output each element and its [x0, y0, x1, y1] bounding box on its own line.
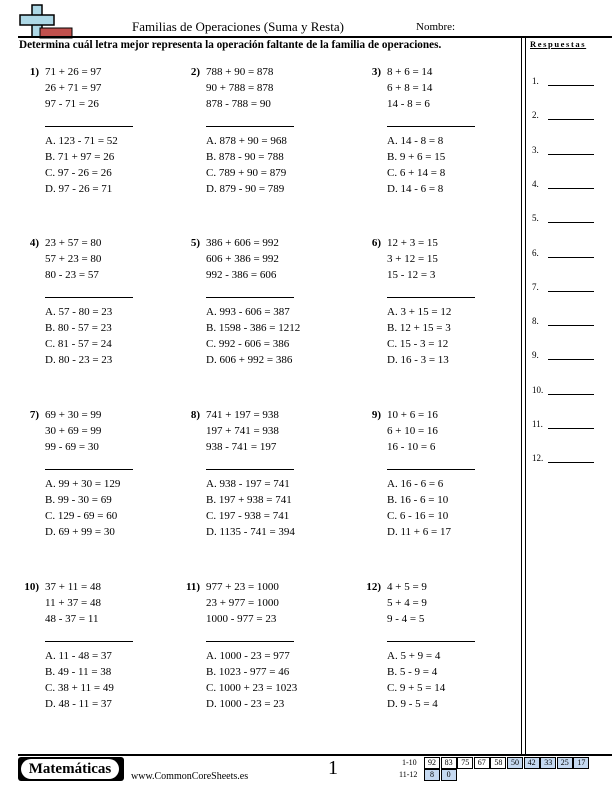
fact-equation: 26 + 71 = 97 — [45, 82, 102, 94]
answer-slot[interactable] — [532, 145, 539, 155]
score-cell: 83 — [441, 757, 457, 769]
problem-number: 2) — [190, 66, 200, 78]
answer-slot[interactable] — [532, 316, 539, 326]
answer-number: 5. — [532, 213, 539, 224]
problem — [29, 64, 195, 197]
score-cell: 0 — [441, 769, 457, 781]
answer-slot[interactable] — [532, 350, 539, 360]
answer-line[interactable] — [548, 119, 594, 120]
score-cell: 92 — [424, 757, 440, 769]
answer-line[interactable] — [548, 462, 594, 463]
answer-line[interactable] — [548, 359, 594, 360]
answer-line[interactable] — [548, 85, 594, 86]
answer-number: 10. — [532, 384, 544, 395]
answer-option: C. 1000 + 23 = 1023 — [206, 682, 298, 694]
problem — [29, 235, 195, 368]
answer-option: B. 80 - 57 = 23 — [45, 322, 112, 334]
fact-equation: 6 + 10 = 16 — [387, 425, 438, 437]
answer-option: D. 1135 - 741 = 394 — [206, 526, 295, 538]
problem — [190, 64, 356, 197]
problem — [371, 235, 537, 368]
fact-equation: 878 - 788 = 90 — [206, 98, 271, 110]
score-cell: 42 — [524, 757, 540, 769]
problem — [366, 579, 537, 712]
answer-number: 7. — [532, 281, 539, 292]
separator-line — [45, 297, 133, 298]
separator-line — [387, 469, 475, 470]
fact-equation: 938 - 741 = 197 — [206, 441, 277, 453]
problem-number: 5) — [190, 237, 200, 249]
answer-slot[interactable] — [532, 248, 539, 258]
answer-option: A. 123 - 71 = 52 — [45, 135, 118, 147]
answer-option: B. 99 - 30 = 69 — [45, 494, 112, 506]
answer-number: 8. — [532, 316, 539, 327]
answer-option: C. 6 + 14 = 8 — [387, 167, 446, 179]
score-cell: 17 — [573, 757, 589, 769]
score-cell: 50 — [507, 757, 523, 769]
fact-equation: 71 + 26 = 97 — [45, 66, 102, 78]
score-cell: 75 — [457, 757, 473, 769]
answer-option: B. 1023 - 977 = 46 — [206, 666, 290, 678]
footer-divider — [18, 754, 612, 756]
instructions: Determina cuál letra mejor representa la operación faltante de la familia de operaciones. — [19, 39, 442, 51]
answer-option: D. 9 - 5 = 4 — [387, 698, 438, 710]
answer-option: D. 11 + 6 = 17 — [387, 526, 451, 538]
score-cell: 25 — [557, 757, 573, 769]
answer-option: A. 878 + 90 = 968 — [206, 135, 287, 147]
answer-slot[interactable] — [532, 179, 539, 189]
problem-number: 12) — [366, 581, 381, 593]
separator-line — [387, 126, 475, 127]
fact-equation: 3 + 12 = 15 — [387, 253, 438, 265]
answer-option: A. 14 - 8 = 8 — [387, 135, 444, 147]
answer-option: D. 1000 - 23 = 23 — [206, 698, 285, 710]
separator-line — [206, 297, 294, 298]
answer-option: A. 57 - 80 = 23 — [45, 306, 113, 318]
answer-option: B. 49 - 11 = 38 — [45, 666, 112, 678]
fact-equation: 386 + 606 = 992 — [206, 237, 279, 249]
fact-equation: 11 + 37 = 48 — [45, 597, 101, 609]
answer-option: C. 992 - 606 = 386 — [206, 338, 290, 350]
answer-number: 11. — [532, 419, 543, 429]
separator-line — [206, 126, 294, 127]
answer-slot[interactable] — [532, 110, 539, 120]
fact-equation: 977 + 23 = 1000 — [206, 581, 279, 593]
header-divider — [18, 36, 612, 38]
fact-equation: 12 + 3 = 15 — [387, 237, 438, 249]
problem-number: 8) — [190, 409, 200, 421]
separator-line — [387, 641, 475, 642]
answer-number: 4. — [532, 178, 539, 189]
fact-equation: 23 + 977 = 1000 — [206, 597, 279, 609]
separator-line — [206, 469, 294, 470]
problem-number: 3) — [371, 66, 381, 78]
answer-option: B. 878 - 90 = 788 — [206, 151, 284, 163]
fact-equation: 6 + 8 = 14 — [387, 82, 433, 94]
fact-equation: 80 - 23 = 57 — [45, 269, 99, 281]
answer-slot[interactable] — [532, 213, 539, 223]
problem — [371, 64, 537, 197]
separator-line — [45, 641, 133, 642]
answer-slot[interactable] — [532, 76, 539, 86]
problem — [371, 407, 537, 540]
fact-equation: 97 - 71 = 26 — [45, 98, 99, 110]
fact-equation: 23 + 57 = 80 — [45, 237, 102, 249]
fact-equation: 10 + 6 = 16 — [387, 409, 438, 421]
fact-equation: 16 - 10 = 6 — [387, 441, 436, 453]
answer-option: C. 197 - 938 = 741 — [206, 510, 290, 522]
fact-equation: 741 + 197 = 938 — [206, 409, 279, 421]
problem-number: 10) — [24, 581, 39, 593]
score-cell: 33 — [540, 757, 556, 769]
score-cell: 8 — [424, 769, 440, 781]
answers-heading: Respuestas — [530, 39, 587, 49]
answer-option: C. 38 + 11 = 49 — [45, 682, 114, 694]
answer-option: A. 938 - 197 = 741 — [206, 478, 290, 490]
answer-option: B. 71 + 97 = 26 — [45, 151, 115, 163]
problem-number: 4) — [29, 237, 39, 249]
answer-number: 1. — [532, 76, 539, 86]
answer-option: A. 993 - 606 = 387 — [206, 306, 290, 318]
answer-option: D. 48 - 11 = 37 — [45, 698, 112, 710]
answer-option: D. 14 - 6 = 8 — [387, 183, 444, 195]
answer-line[interactable] — [548, 428, 594, 429]
answer-slot[interactable] — [532, 385, 543, 395]
answer-line[interactable] — [548, 394, 594, 395]
answer-line[interactable] — [548, 154, 594, 155]
score-row-label: 1-10 — [402, 758, 417, 767]
answer-option: C. 15 - 3 = 12 — [387, 338, 449, 350]
answer-option: C. 97 - 26 = 26 — [45, 167, 112, 179]
name-label: Nombre: — [416, 21, 456, 33]
problem — [24, 579, 195, 712]
problem — [190, 235, 356, 368]
problem — [190, 407, 356, 540]
answer-option: D. 80 - 23 = 23 — [45, 354, 113, 366]
fact-equation: 14 - 8 = 6 — [387, 98, 430, 110]
answer-option: C. 9 + 5 = 14 — [387, 682, 446, 694]
fact-equation: 992 - 386 = 606 — [206, 269, 277, 281]
answer-number: 2. — [532, 110, 539, 121]
fact-equation: 4 + 5 = 9 — [387, 581, 427, 593]
score-row-label: 11-12 — [399, 770, 418, 779]
fact-equation: 30 + 69 = 99 — [45, 425, 102, 437]
problem-number: 9) — [371, 409, 381, 421]
answer-number: 3. — [532, 144, 539, 155]
fact-equation: 1000 - 977 = 23 — [206, 613, 277, 625]
fact-equation: 48 - 37 = 11 — [45, 613, 99, 625]
brand-logo — [18, 757, 124, 781]
separator-line — [206, 641, 294, 642]
answer-line[interactable] — [548, 325, 594, 326]
answer-slot[interactable] — [532, 453, 543, 463]
brand-text: Matemáticas — [21, 759, 119, 779]
fact-equation: 606 + 386 = 992 — [206, 253, 279, 265]
answer-option: B. 5 - 9 = 4 — [387, 666, 438, 678]
answer-number: 9. — [532, 350, 539, 361]
separator-line — [45, 126, 133, 127]
fact-equation: 90 + 788 = 878 — [206, 82, 274, 94]
fact-equation: 99 - 69 = 30 — [45, 441, 99, 453]
answer-option: B. 1598 - 386 = 1212 — [206, 322, 301, 334]
answer-option: A. 99 + 30 = 129 — [45, 478, 121, 490]
answer-line[interactable] — [548, 257, 594, 258]
answer-option: B. 12 + 15 = 3 — [387, 322, 451, 334]
fact-equation: 69 + 30 = 99 — [45, 409, 102, 421]
answer-option: C. 6 - 16 = 10 — [387, 510, 449, 522]
answer-number: 12. — [532, 453, 544, 464]
answer-option: B. 197 + 938 = 741 — [206, 494, 292, 506]
problem-number: 11) — [185, 581, 200, 593]
answer-option: A. 3 + 15 = 12 — [387, 306, 452, 318]
answer-option: D. 879 - 90 = 789 — [206, 183, 285, 195]
answer-option: A. 5 + 9 = 4 — [387, 650, 441, 662]
plus-minus-icon — [18, 4, 74, 40]
fact-equation: 8 + 6 = 14 — [387, 66, 433, 78]
score-cell: 58 — [490, 757, 506, 769]
problem-number: 1) — [29, 66, 39, 78]
separator-line — [387, 297, 475, 298]
answer-number: 6. — [532, 247, 539, 258]
answer-slot[interactable] — [532, 282, 539, 292]
fact-equation: 57 + 23 = 80 — [45, 253, 102, 265]
separator-line — [45, 469, 133, 470]
answer-option: C. 81 - 57 = 24 — [45, 338, 112, 350]
fact-equation: 37 + 11 = 48 — [45, 581, 101, 593]
answer-option: D. 16 - 3 = 13 — [387, 354, 449, 366]
answer-option: B. 9 + 6 = 15 — [387, 151, 446, 163]
page-number: 1 — [328, 757, 338, 779]
answer-option: D. 97 - 26 = 71 — [45, 183, 113, 195]
answer-line[interactable] — [548, 188, 594, 189]
answer-option: A. 11 - 48 = 37 — [45, 650, 112, 662]
answer-option: A. 1000 - 23 = 977 — [206, 650, 290, 662]
problem-number: 7) — [29, 409, 39, 421]
problem — [29, 407, 195, 540]
score-cell: 67 — [474, 757, 490, 769]
answer-option: B. 16 - 6 = 10 — [387, 494, 449, 506]
answer-option: C. 789 + 90 = 879 — [206, 167, 287, 179]
answer-option: A. 16 - 6 = 6 — [387, 478, 444, 490]
fact-equation: 5 + 4 = 9 — [387, 597, 427, 609]
problem — [185, 579, 356, 712]
answer-option: D. 69 + 99 = 30 — [45, 526, 115, 538]
fact-equation: 197 + 741 = 938 — [206, 425, 279, 437]
problem-number: 6) — [371, 237, 381, 249]
fact-equation: 788 + 90 = 878 — [206, 66, 274, 78]
answer-slot[interactable] — [532, 419, 543, 429]
answer-option: D. 606 + 992 = 386 — [206, 354, 293, 366]
worksheet-title: Familias de Operaciones (Suma y Resta) — [132, 19, 344, 34]
answer-line[interactable] — [548, 222, 594, 223]
answer-option: C. 129 - 69 = 60 — [45, 510, 118, 522]
fact-equation: 15 - 12 = 3 — [387, 269, 436, 281]
fact-equation: 9 - 4 = 5 — [387, 613, 425, 625]
site-url: www.CommonCoreSheets.es — [131, 771, 249, 782]
answer-line[interactable] — [548, 291, 594, 292]
